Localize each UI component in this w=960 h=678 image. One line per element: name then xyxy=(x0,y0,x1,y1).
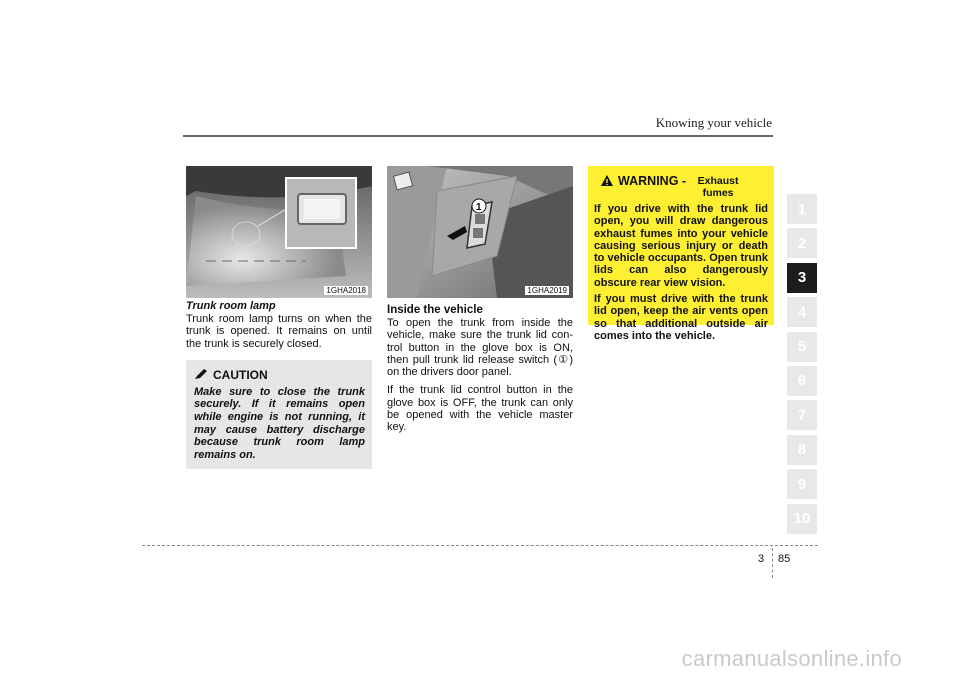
chapter-tab-1[interactable]: 1 xyxy=(787,194,817,224)
caution-title: CAUTION xyxy=(213,368,268,383)
header-rule xyxy=(183,135,773,137)
chapter-tab-3[interactable]: 3 xyxy=(787,263,817,293)
callout-number: 1 xyxy=(476,202,482,213)
pencil-icon xyxy=(194,368,208,383)
chapter-tab-10[interactable]: 10 xyxy=(787,504,817,534)
image-code: 1GHA2018 xyxy=(326,286,366,295)
warning-box xyxy=(588,166,774,342)
footer-rule xyxy=(142,545,818,546)
chapter-tab-9[interactable]: 9 xyxy=(787,469,817,499)
warning-subject: Exhaust fumes xyxy=(697,175,739,199)
chapter-tab-8[interactable]: 8 xyxy=(787,435,817,465)
warning-text-2: If you must drive with the trunk lid open, keep the air vents open so that additional outside air comes into the vehicle. xyxy=(594,293,768,342)
caution-box xyxy=(186,360,372,470)
right-column xyxy=(588,166,774,342)
footer-chapter: 3 xyxy=(758,553,765,565)
warning-triangle-icon xyxy=(600,174,614,192)
header-title: Knowing your vehicle xyxy=(655,115,772,130)
warning-heading xyxy=(594,174,768,199)
caution-text: Make sure to close the trunk securely. If it remains open while engine is not running, it may cause battery discharge because trunk room lamp remains on. xyxy=(194,385,365,461)
chapter-tab-6[interactable]: 6 xyxy=(787,366,817,396)
chapter-tab-2[interactable]: 2 xyxy=(787,228,817,258)
chapter-tab-5[interactable]: 5 xyxy=(787,332,817,362)
caution-heading xyxy=(194,368,365,383)
section-heading: Inside the vehicle xyxy=(387,304,483,316)
chapter-tab-4[interactable]: 4 xyxy=(787,297,817,327)
watermark: carmanualsonline.info xyxy=(681,646,902,671)
warning-text-1: If you drive with the trunk lid open, you will draw dangerous exhaust fumes into your vehicle causing serious injury or death to vehicle occupants. Open trunk lids can also dangerously obscure rear view vision. xyxy=(594,203,768,289)
chapter-tab-7[interactable]: 7 xyxy=(787,400,817,430)
left-column xyxy=(186,166,372,469)
door-panel-photo xyxy=(387,166,573,298)
chapter-tabs xyxy=(787,194,817,538)
footer-divider xyxy=(772,548,773,578)
middle-column xyxy=(387,166,573,440)
warning-title: WARNING - xyxy=(618,174,687,188)
section-subtitle: Trunk room lamp xyxy=(186,300,276,312)
door-panel-illustration xyxy=(387,166,573,298)
inside-vehicle-text-2: If the trunk lid control button in the glove box is OFF, the trunk can only be opened with the vehicle master key. xyxy=(387,384,573,434)
trunk-lamp-text: Trunk room lamp turns on when the trunk is opened. It remains on until the trunk is securely closed. xyxy=(186,313,372,350)
page-number: 85 xyxy=(778,553,791,565)
inside-vehicle-text-1: To open the trunk from inside the vehicle, make sure the trunk lid con-trol button in the glove box is ON, then pull trunk lid release switch (①) on the drivers door panel. xyxy=(387,317,573,379)
image-code: 1GHA2019 xyxy=(527,286,567,295)
trunk-lamp-illustration xyxy=(186,166,372,298)
trunk-lamp-photo xyxy=(186,166,372,298)
